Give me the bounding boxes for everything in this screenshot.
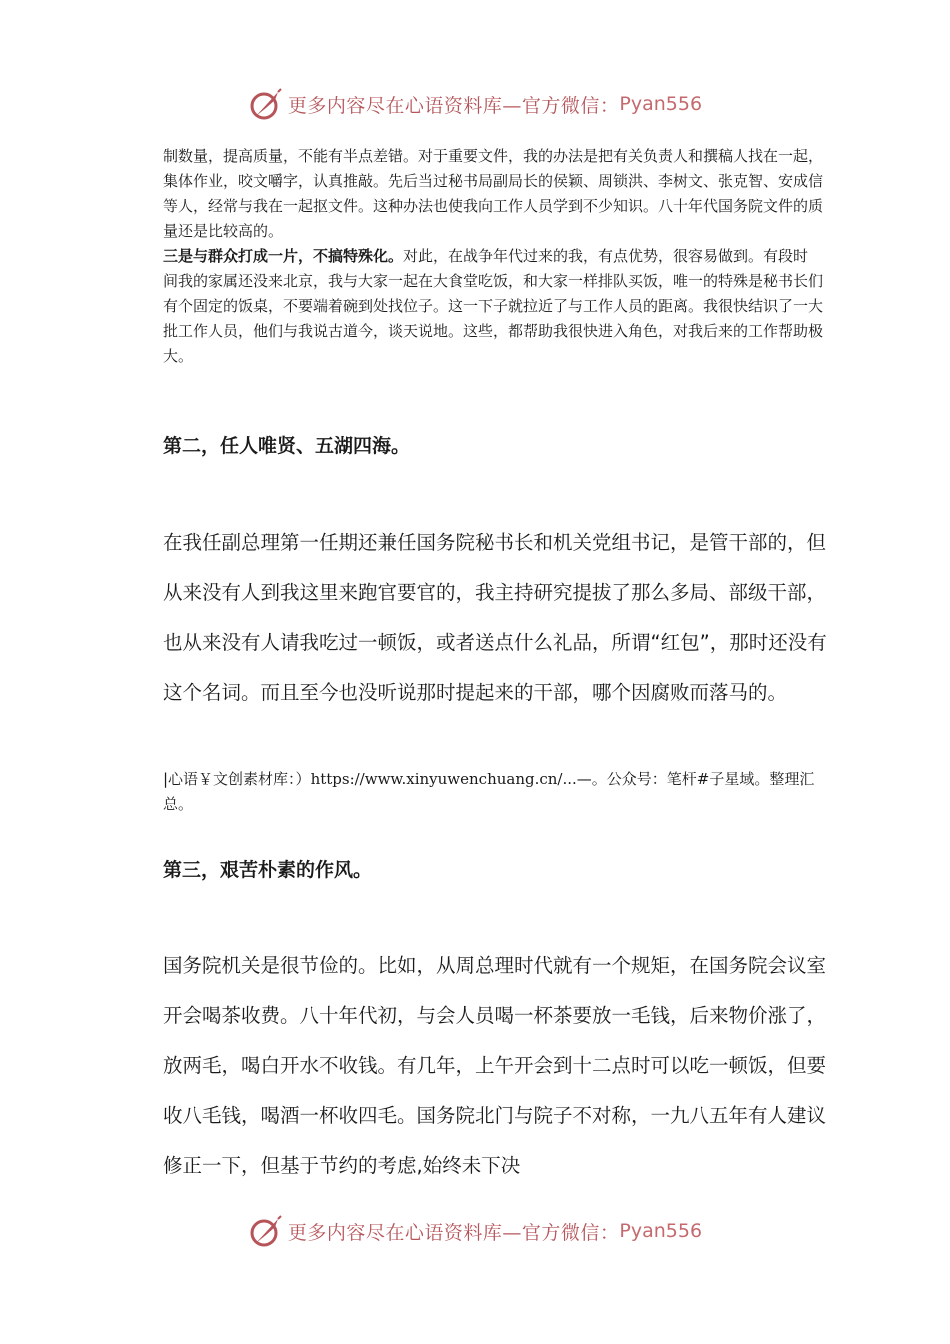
banner-text: 更多内容尽在心语资料库—官方微信： [287,1221,620,1244]
source-note [163,767,823,817]
top-paragraphs [163,144,823,369]
paragraph-no-privilege-body: 对此，在战争年代过来的我，有点优势，很容易做到。有段时间我的家属还没来北京，我与大家一起在大食堂吃饭，和大家一样排队买饭，唯一的特殊是秘书长们有个固定的饭桌，不要端着碗到处找位子。这一下子就拉近了与工作人员的距离。我很快结识了一大批工作人员，他们与我说古道今，谈天说地。这些，都帮助我很快进入角色，对我后来的工作帮助极大。 [163,247,824,365]
section-body-3: 国务院机关是很节俭的。比如，从周总理时代就有一个规矩，在国务院会议室开会喝茶收费。八十年代初，与会人员喝一杯茶要放一毛钱，后来物价涨了，放两毛，喝白开水不收钱。有几年，上午开会到十二点时可以吃一顿饭，但要收八毛钱，喝酒一杯收四毛。国务院北门与院子不对称，一九八五年有人建议修正一下，但基于节约的考虑,始终未下决 [163,954,827,1177]
section-heading-2: 第二，任人唯贤、五湖四海。 [163,435,411,457]
banner-text: 更多内容尽在心语资料库—官方微信： [287,94,620,117]
banner-wechat-id: Pyan556 [619,1220,703,1242]
source-note-suffix: —。公众号：笔杆#子星域。整理汇总。 [163,770,815,813]
section-body-2: 在我任副总理第一任期还兼任国务院秘书长和机关党组书记，是管干部的，但从来没有人到我这里来跑官要官的，我主持研究提拔了那么多局、部级干部，也从来没有人请我吃过一顿饭，或者送点什么礼品，所谓“红包”，那时还没有这个名词。而且至今也没听说那时提起来的干部，哪个因腐败而落马的。 [163,531,827,704]
header-banner [0,84,950,124]
source-url-link[interactable]: https://www.xinyuwenchuang.cn/... [310,770,577,788]
section-heading-3: 第三，艰苦朴素的作风。 [163,859,373,881]
paragraph-document-work: 制数量，提高质量，不能有半点差错。对于重要文件，我的办法是把有关负责人和撰稿人找在一起，集体作业，咬文嚼字，认真推敲。先后当过秘书局副局长的侯颖、周锁洪、李树文、张克智、安成信等人，经常与我在一起抠文件。这种办法也使我向工作人员学到不少知识。八十年代国务院文件的质量还是比较高的。 [163,147,824,240]
footer-banner [0,1211,950,1251]
paragraph-lead-bold: 三是与群众打成一片，不搞特殊化。 [163,247,404,265]
paragraph-no-privilege [163,244,823,369]
quill-logo-icon [248,1213,284,1249]
source-note-prefix: |心语￥文创素材库：） [163,770,311,788]
quill-logo-icon [248,86,284,122]
banner-wechat-id: Pyan556 [619,93,703,115]
